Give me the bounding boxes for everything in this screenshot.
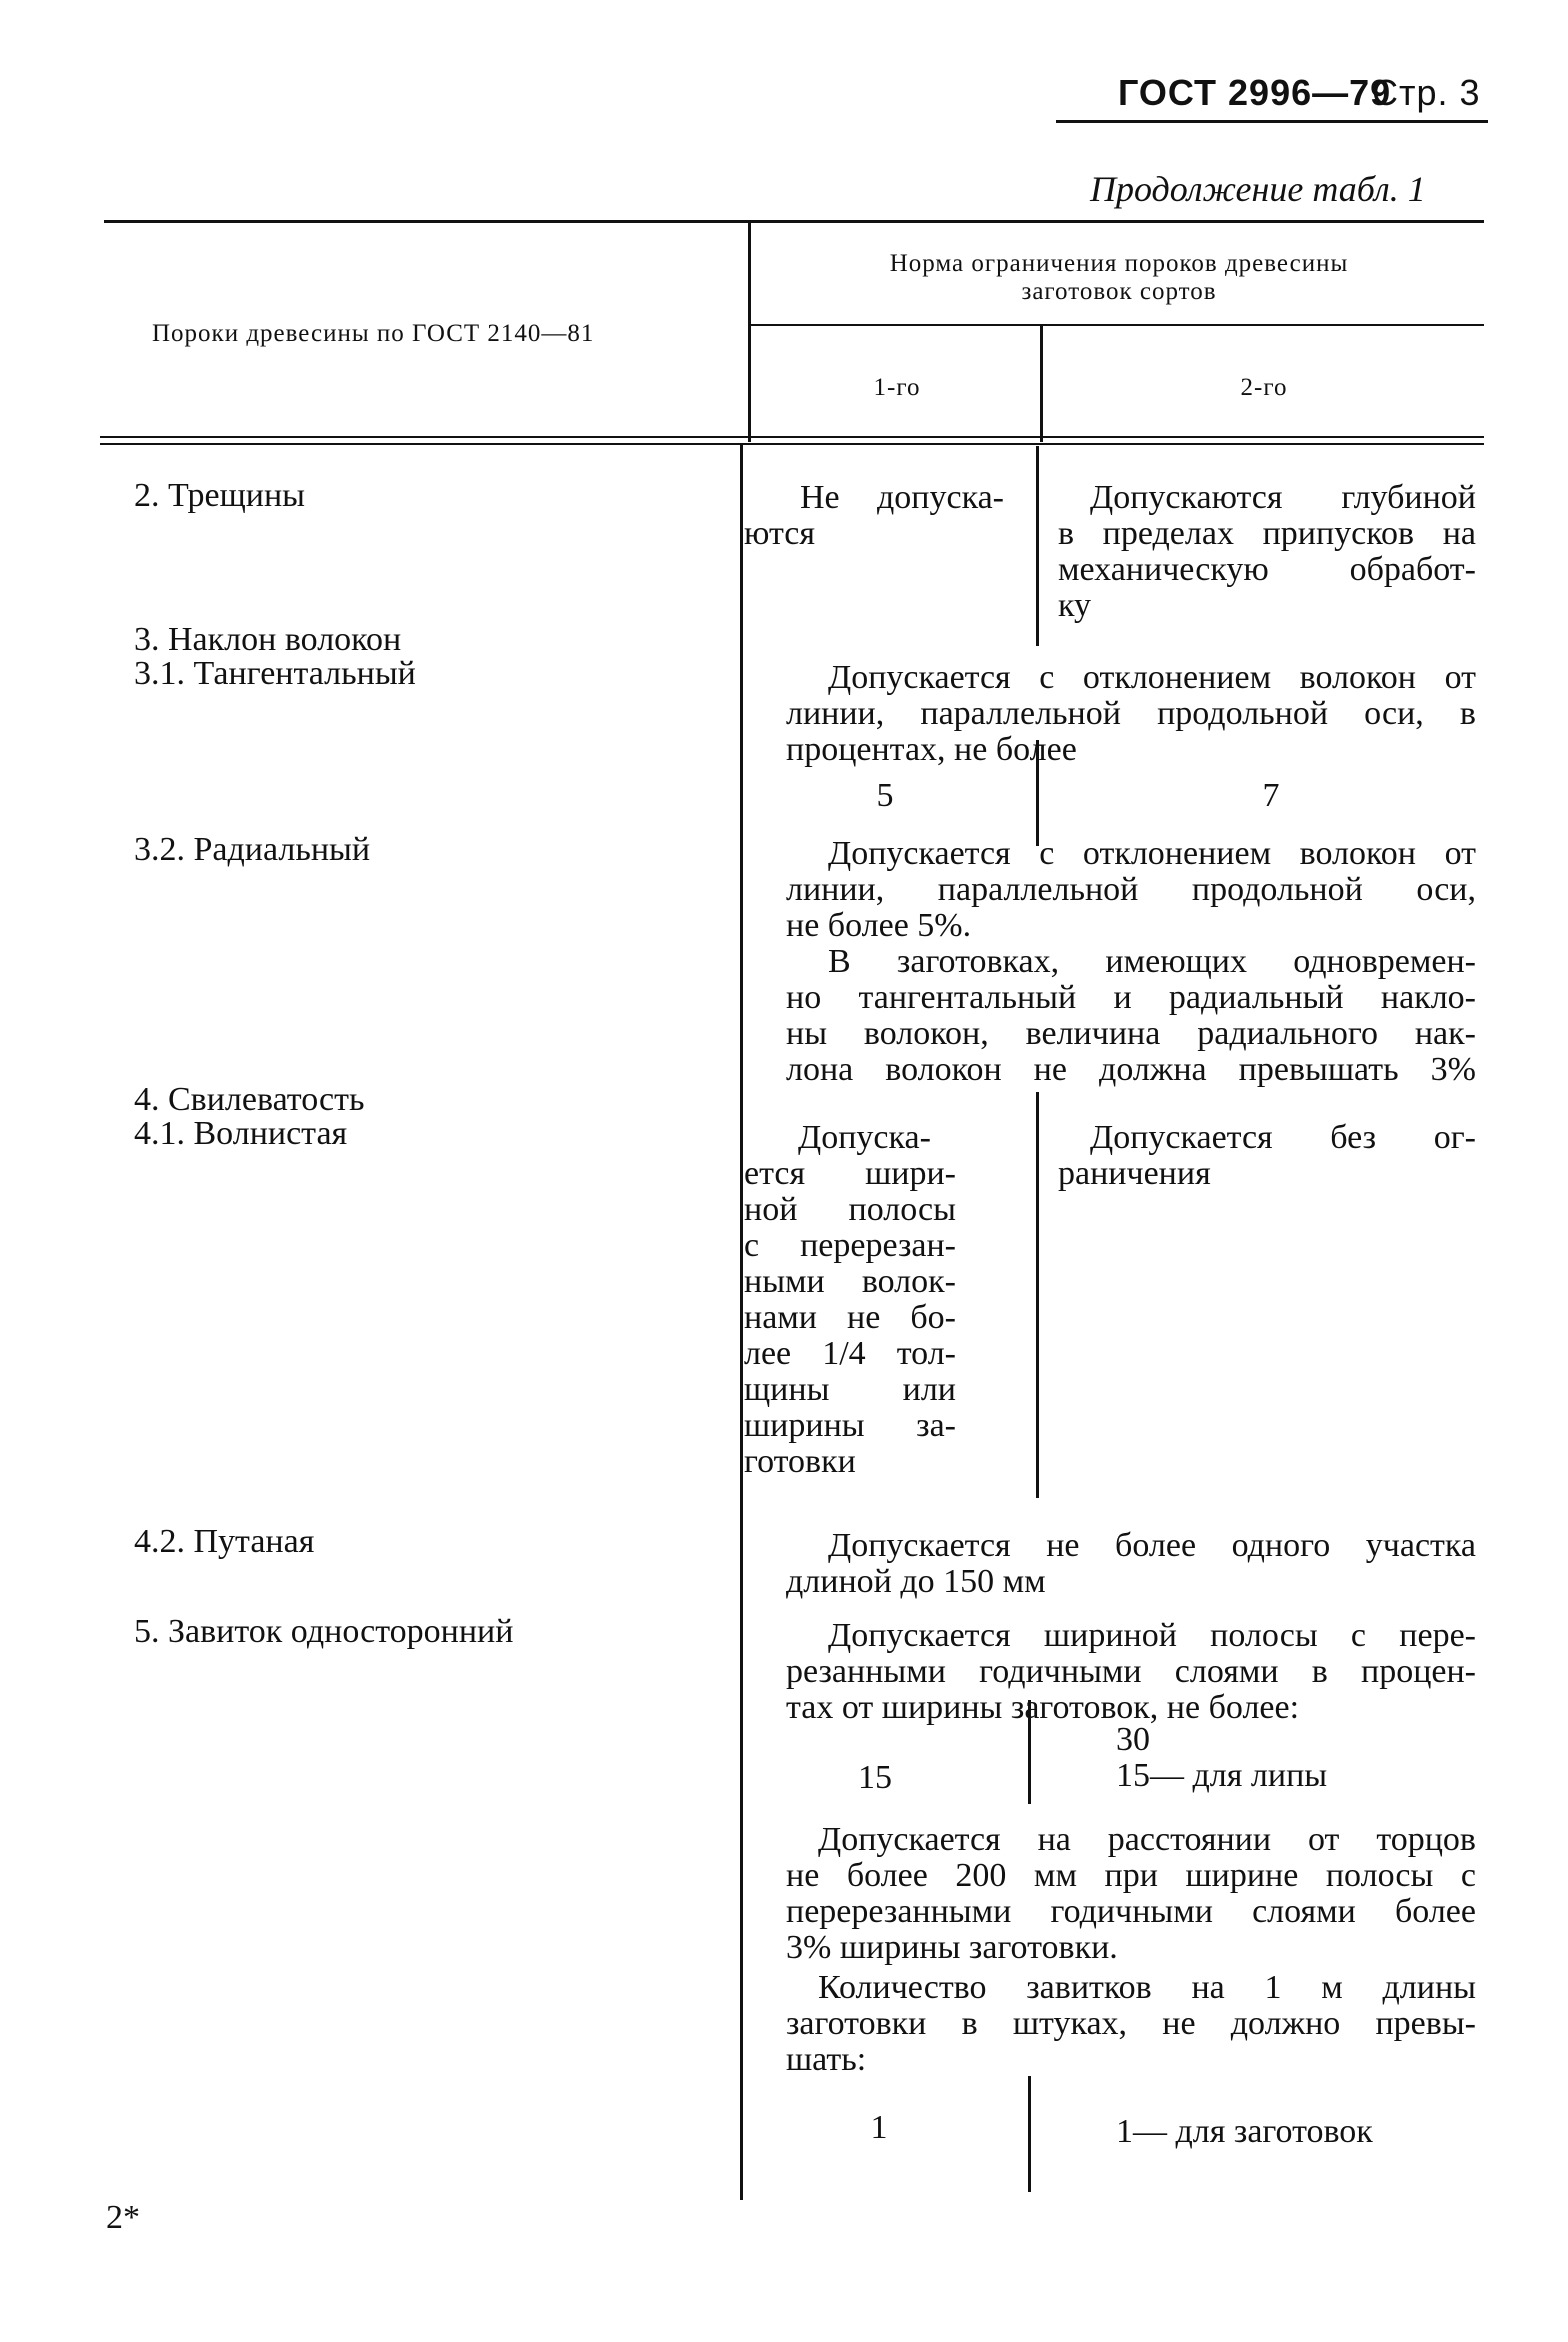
text-line: ется шири-: [744, 1155, 956, 1192]
body-divider-main: [740, 444, 743, 2200]
text-line: Допускается на расстоянии от торцов: [818, 1821, 1476, 1858]
text-line: раничения: [1058, 1155, 1211, 1192]
cracks-grade2-text: [1058, 480, 1476, 624]
radial-text-1: [786, 836, 1476, 944]
text-line: Количество завитков на 1 м длины: [818, 1969, 1476, 2006]
header-divider-grade: [1040, 326, 1043, 442]
wavy-grade2-text: [1058, 1120, 1476, 1192]
divider-burl-count: [1028, 2076, 1031, 2192]
text-line: в пределах припусков на: [1058, 515, 1476, 552]
burl-text-3: [786, 1970, 1476, 2078]
header-divider-main: [748, 222, 751, 442]
row-label-burl: 5. Завиток односторонний: [134, 1613, 514, 1650]
text-line: не более 5%.: [786, 907, 972, 944]
column-header-norm-line2: заготовок сортов: [1021, 278, 1217, 305]
text-line: Допускаются глубиной: [1090, 479, 1476, 516]
divider-cracks: [1036, 446, 1039, 646]
header-bottom-rule-1: [100, 436, 1484, 438]
column-header-grade2: 2-го: [1240, 374, 1288, 401]
text-line: готовки: [744, 1443, 856, 1480]
text-line: длиной до 150 мм: [786, 1563, 1046, 1600]
burl-grade1-value: 15: [858, 1759, 892, 1796]
text-line: лее 1/4 тол-: [744, 1335, 956, 1372]
header-rule: [1056, 120, 1488, 123]
text-line: линии, параллельной продольной оси,: [786, 871, 1476, 908]
burl-text-2: [786, 1822, 1476, 1966]
text-line: ширины за-: [744, 1407, 956, 1444]
tangential-grade2-value: 7: [1262, 777, 1280, 814]
text-line: нами не бо-: [744, 1299, 956, 1336]
page-label: Стр. 3: [1372, 72, 1481, 113]
divider-wavy: [1036, 1092, 1039, 1498]
header-subrule: [750, 324, 1484, 326]
standard-number: ГОСТ 2996—79: [1118, 72, 1392, 113]
text-line: Допускается без ог-: [1090, 1119, 1476, 1156]
text-line: ны волокон, величина радиального нак-: [786, 1015, 1476, 1052]
text-line: линии, параллельной продольной оси, в: [786, 695, 1476, 732]
text-line: заготовки в штуках, не должно превы-: [786, 2005, 1476, 2042]
text-line: механическую обработ-: [1058, 551, 1476, 588]
header-bottom-rule-2: [100, 443, 1484, 445]
tangled-text: [786, 1528, 1476, 1600]
tangential-text: [786, 660, 1476, 768]
text-line: ной полосы: [744, 1191, 956, 1228]
wavy-grade1-text: [744, 1120, 956, 1480]
continuation-label: Продолжение табл. 1: [1090, 169, 1426, 209]
burl-grade2-count: 1— для заготовок: [1116, 2113, 1373, 2150]
text-line: перерезанными годичными слоями более: [786, 1893, 1476, 1930]
burl-grade1-count: 1: [870, 2109, 888, 2146]
column-header-defects: Пороки древесины по ГОСТ 2140—81: [152, 320, 595, 347]
burl-text-1: [786, 1618, 1476, 1726]
row-label-wavy: 4.1. Волнистая: [134, 1115, 348, 1152]
row-label-radial: 3.2. Радиальный: [134, 831, 371, 868]
row-label-tangential: 3.1. Тангентальный: [134, 655, 416, 692]
text-line: Допускается с отклонением волокон от: [828, 659, 1476, 696]
row-label-cracks: 2. Трещины: [134, 477, 305, 514]
row-label-curl: 4. Свилеватость: [134, 1081, 365, 1118]
text-line: щины или: [744, 1371, 956, 1408]
column-header-norm-line1: Норма ограничения пороков древесины: [889, 250, 1349, 277]
radial-text-2: [786, 944, 1476, 1088]
text-line: тах от ширины заготовок, не более:: [786, 1689, 1300, 1726]
burl-grade2-value-2: 15— для липы: [1116, 1757, 1328, 1794]
cracks-grade1-text: [744, 480, 1004, 552]
text-line: но тангентальный и радиальный накло-: [786, 979, 1476, 1016]
text-line: не более 200 мм при ширине полосы с: [786, 1857, 1476, 1894]
text-line: 3% ширины заготовки.: [786, 1929, 1118, 1966]
text-line: ку: [1058, 587, 1092, 624]
row-label-slope: 3. Наклон волокон: [134, 621, 402, 658]
text-line: ными волок-: [744, 1263, 956, 1300]
text-line: Допускается с отклонением волокон от: [828, 835, 1476, 872]
table-top-rule: [104, 220, 1484, 223]
text-line: резанными годичными слоями в процен-: [786, 1653, 1476, 1690]
text-line: ются: [744, 515, 815, 552]
text-line: Допуска-: [798, 1119, 931, 1156]
text-line: В заготовках, имеющих одновремен-: [828, 943, 1476, 980]
tangential-grade1-value: 5: [876, 777, 894, 814]
burl-grade2-value-1: 30: [1116, 1721, 1150, 1758]
text-line: лона волокон не должна превышать 3%: [786, 1051, 1476, 1088]
text-line: процентах, не более: [786, 731, 1077, 768]
column-header-grade1: 1-го: [873, 374, 921, 401]
row-label-tangled: 4.2. Путаная: [134, 1523, 315, 1560]
text-line: шать:: [786, 2041, 867, 2078]
page-mark: 2*: [106, 2199, 140, 2236]
text-line: Допускается шириной полосы с пере-: [828, 1617, 1476, 1654]
text-line: Не допуска-: [800, 479, 1004, 516]
text-line: Допускается не более одного участка: [828, 1527, 1476, 1564]
text-line: с перерезан-: [744, 1227, 956, 1264]
